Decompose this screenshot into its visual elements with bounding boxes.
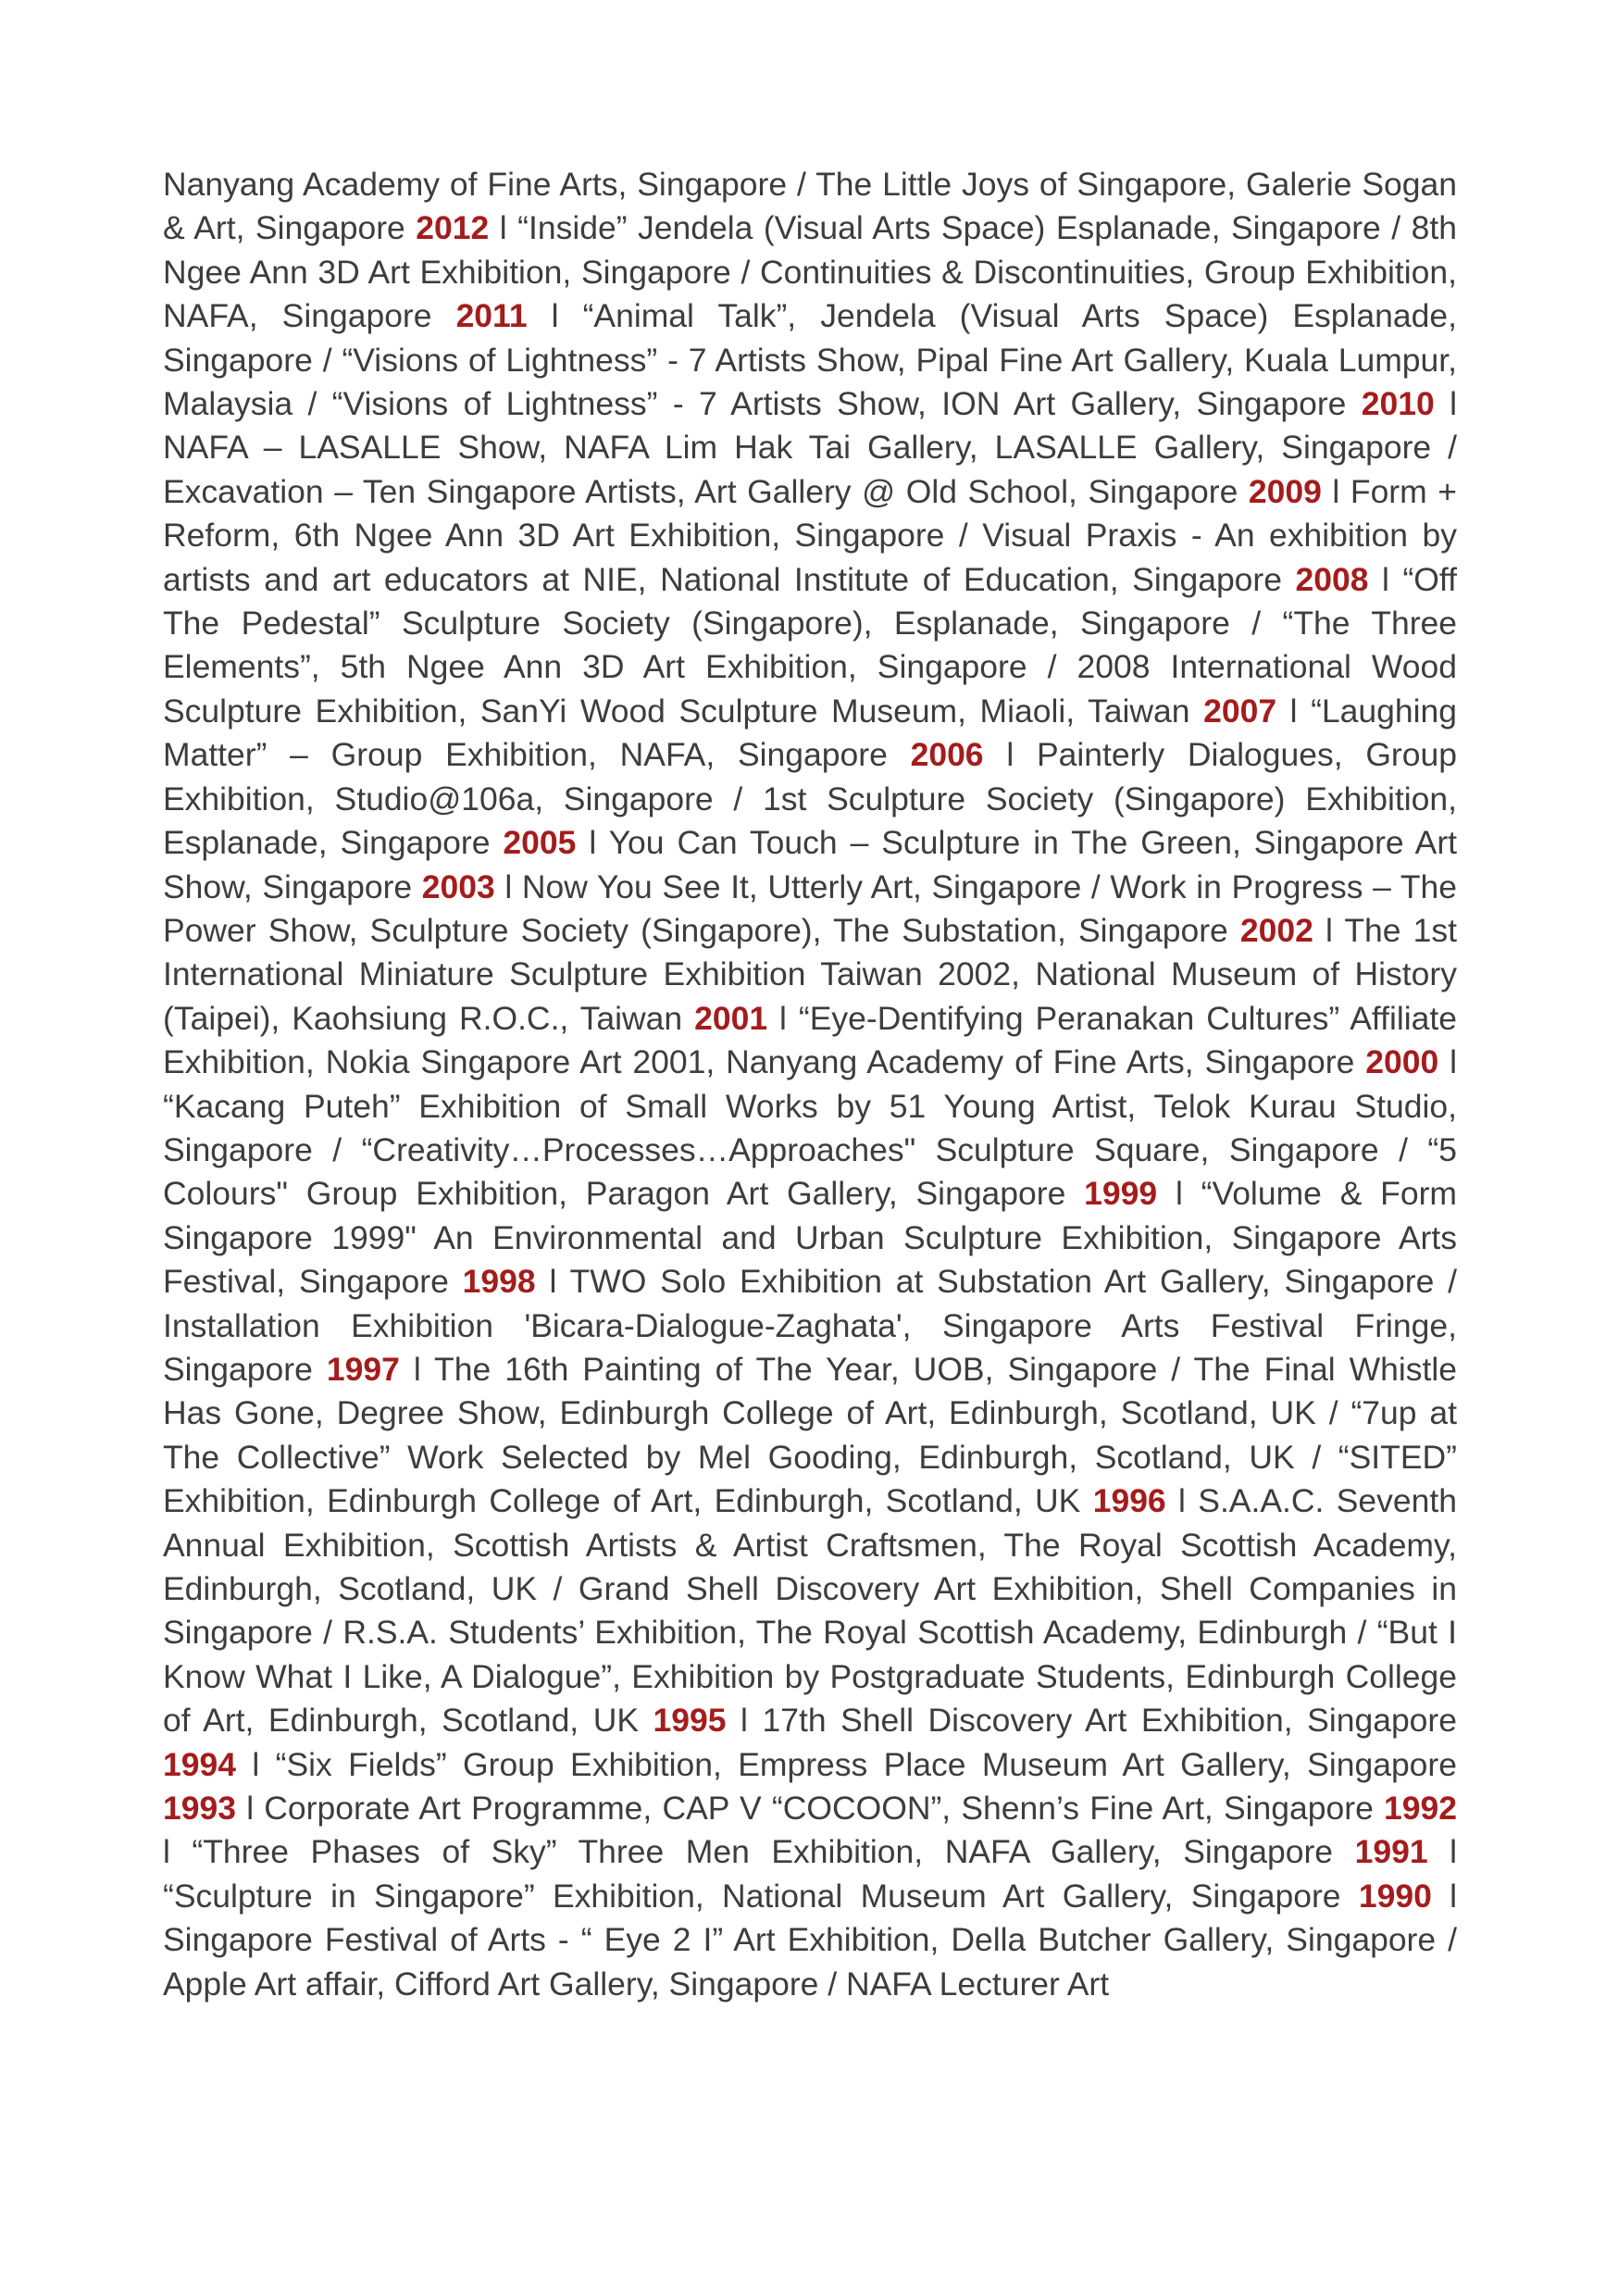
exhibition-entries-text: l “Sculpture in Singapore” Exhibition, National Museum Art Gallery, Singapore [163,1833,1458,1915]
exhibition-entries-text: l Corporate Art Programme, CAP V “COCOON”, Shenn’s Fine Art, Singapore [235,1790,1385,1828]
exhibition-entries-text: l 17th Shell Discovery Art Exhibition, Singapore [726,1702,1457,1740]
exhibition-year: 1995 [653,1702,727,1740]
exhibition-entries-text: l “Animal Talk”, Jendela (Visual Arts Space) Esplanade, Singapore / “Visions of Lightness” - 7 Artists Show, Pipal Fine Art Gallery, Kuala Lumpur, Malaysia / “Visions of Lightness” - 7 Artists Show, ION Art Gallery, Singapore [163,297,1457,423]
exhibition-entries-text: l “Off The Pedestal” Sculpture Society (Singapore), Esplanade, Singapore / “The Three Elements”, 5th Ngee Ann 3D Art Exhibition, Singapore / 2008 International Wood Sculpture Exhibition, SanYi Wood Sculpture Museum, Miaoli, Taiwan [163,560,1457,730]
exhibition-year: 2001 [694,999,768,1037]
exhibition-entries-text: l “Eye-Dentifying Peranakan Cultures” Affiliate Exhibition, Nokia Singapore Art 2001, Nanyang Academy of Fine Arts, Singapore [163,999,1457,1081]
exhibition-year: 2002 [1239,911,1313,949]
exhibition-year: 2000 [1365,1043,1439,1081]
exhibition-year: 2005 [503,824,577,862]
exhibition-entries-text: l TWO Solo Exhibition at Substation Art Gallery, Singapore / Installation Exhibition 'Bicara-Dialogue-Zaghata', Singapore Arts Festival Fringe, Singapore [163,1263,1457,1388]
exhibition-year: 1999 [1084,1175,1158,1213]
exhibition-entries-text: l S.A.A.C. Seventh Annual Exhibition, Scottish Artists & Artist Craftsmen, The Royal Scottish Academy, Edinburgh, Scotland, UK / Grand Shell Discovery Art Exhibition, Shell Companies in Singapore / R.S.A. Students’ Exhibition, The Royal Scottish Academy, Edinburgh / “But I Know What I Like, A Dialogue”, Exhibition by Postgraduate Students, Edinburgh College of Art, Edinburgh, Scotland, UK [163,1482,1457,1740]
exhibition-entries-text: l Painterly Dialogues, Group Exhibition, Studio@106a, Singapore / 1st Sculpture Society (Singapore) Exhibition, Esplanade, Singapore [163,736,1457,862]
exhibition-year: 1992 [1384,1790,1457,1828]
exhibition-year: 2012 [416,209,490,247]
exhibition-history-paragraph [163,163,1457,2006]
exhibition-entries-text: l “Three Phases of Sky” Three Men Exhibition, NAFA Gallery, Singapore [163,1833,1355,1871]
exhibition-year: 2003 [421,867,495,905]
exhibition-entries-text: l The 1st International Miniature Sculpture Exhibition Taiwan 2002, National Museum of History (Taipei), Kaohsiung R.O.C., Taiwan [163,911,1457,1037]
exhibition-entries-text: l The 16th Painting of The Year, UOB, Singapore / The Final Whistle Has Gone, Degree Show, Edinburgh College of Art, Edinburgh, Scotland, UK / “7up at The Collective” Work Selected by Mel Gooding, Edinburgh, Scotland, UK / “SITED” Exhibition, Edinburgh College of Art, Edinburgh, Scotland, UK [163,1350,1457,1520]
exhibition-entries-text: Nanyang Academy of Fine Arts, Singapore / The Little Joys of Singapore, Galerie Sogan & Art, Singapore [163,166,1457,247]
exhibition-year: 2008 [1295,560,1369,598]
exhibition-entries-text: l “Volume & Form Singapore 1999" An Environmental and Urban Sculpture Exhibition, Singapore Arts Festival, Singapore [163,1175,1457,1301]
exhibition-year: 2006 [910,736,984,774]
exhibition-entries-text: l NAFA – LASALLE Show, NAFA Lim Hak Tai Gallery, LASALLE Gallery, Singapore / Excavation – Ten Singapore Artists, Art Gallery @ Old School, Singapore [163,385,1458,510]
exhibition-year: 1996 [1092,1482,1166,1520]
exhibition-entries-text: l “Six Fields” Group Exhibition, Empress Place Museum Art Gallery, Singapore [235,1745,1457,1783]
exhibition-entries-text: l Form + Reform, 6th Ngee Ann 3D Art Exhibition, Singapore / Visual Praxis - An exhibition by artists and art educators at NIE, National Institute of Education, Singapore [163,472,1457,598]
exhibition-entries-text: l Now You See It, Utterly Art, Singapore / Work in Progress – The Power Show, Sculpture Society (Singapore), The Substation, Singapore [163,867,1458,949]
exhibition-year: 1994 [163,1745,236,1783]
exhibition-year: 1998 [462,1263,536,1301]
exhibition-year: 1991 [1354,1833,1428,1871]
exhibition-year: 2010 [1361,385,1435,423]
exhibition-year: 1993 [163,1790,236,1828]
exhibition-entries-text: l You Can Touch – Sculpture in The Green, Singapore Art Show, Singapore [163,824,1458,905]
exhibition-year: 1997 [326,1350,400,1388]
exhibition-year: 2011 [455,297,528,335]
exhibition-entries-text: l “Kacang Puteh” Exhibition of Small Works by 51 Young Artist, Telok Kurau Studio, Singapore / “Creativity…Processes…Approaches" Sculpture Square, Singapore / “5 Colours" Group Exhibition, Paragon Art Gallery, Singapore [163,1043,1457,1213]
exhibition-entries-text: l “Laughing Matter” – Group Exhibition, NAFA, Singapore [163,692,1457,774]
exhibition-entries-text: l Singapore Festival of Arts - “ Eye 2 I” Art Exhibition, Della Butcher Gallery, Singapore / Apple Art affair, Cifford Art Gallery, Singapore / NAFA Lecturer Art [163,1877,1458,2003]
exhibition-year: 2009 [1248,472,1322,510]
exhibition-year: 1990 [1358,1877,1432,1915]
exhibition-entries-text: l “Inside” Jendela (Visual Arts Space) Esplanade, Singapore / 8th Ngee Ann 3D Art Exhibition, Singapore / Continuities & Discontinuities, Group Exhibition, NAFA, Singapore [163,209,1457,335]
exhibition-year: 2007 [1203,692,1277,730]
